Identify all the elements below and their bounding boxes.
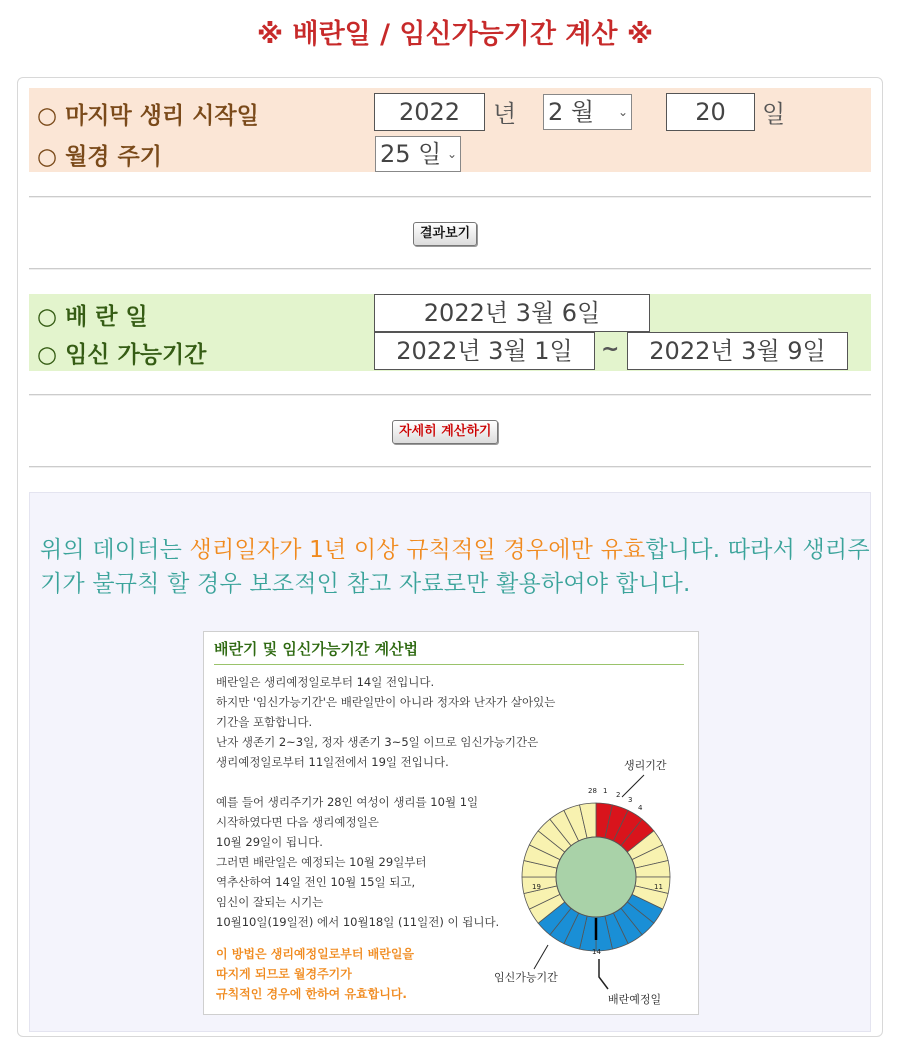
caution-line: 규칙적인 경우에 한하여 유효합니다. bbox=[216, 987, 407, 1001]
explanation-line: 10월 29일이 됩니다. bbox=[216, 835, 323, 849]
ovulation-day-label: 배란예정일 bbox=[608, 993, 662, 1006]
figure-caution bbox=[216, 944, 516, 1004]
fertile-start-value: 2022년 3월 1일 bbox=[374, 332, 595, 370]
day-unit: 일 bbox=[762, 100, 786, 128]
cycle-select-value: 25 일 bbox=[380, 140, 442, 168]
figure-title: 배란기 및 임신가능기간 계산법 bbox=[214, 640, 419, 658]
notice-part-3: 합니다. 따라서 생리주기가 불규칙 할 경우 보조적인 참고 자료로만 활용하여야 합니다. bbox=[40, 537, 870, 597]
fertile-period-label: 임신가능기간 bbox=[494, 971, 558, 984]
validity-notice bbox=[40, 533, 870, 601]
explanation-line: 역추산하여 14일 전인 10월 15일 되고, bbox=[216, 875, 416, 889]
notice-part-1: 위의 데이터는 bbox=[40, 537, 190, 563]
ovulation-label: ○ 배 란 일 bbox=[37, 304, 148, 330]
explanation-line: 임신이 잘되는 시기는 bbox=[216, 895, 324, 909]
explanation-line: 시작하였다면 다음 생리예정일은 bbox=[216, 815, 379, 829]
explanation-line: 배란일은 생리예정일로부터 14일 전입니다. bbox=[216, 675, 435, 689]
detail-calc-button[interactable]: 자세히 계산하기 bbox=[392, 420, 498, 444]
chevron-down-icon: ⌄ bbox=[617, 105, 628, 119]
divider bbox=[29, 196, 871, 198]
period-label: 생리기간 bbox=[624, 759, 667, 772]
divider bbox=[29, 268, 871, 270]
day-label-19: 19 bbox=[532, 883, 541, 891]
fertile-pointer bbox=[534, 945, 548, 969]
explanation-line: 예를 들어 생리주기가 28인 여성이 생리를 10월 1일 bbox=[216, 795, 479, 809]
month-select[interactable] bbox=[543, 94, 632, 130]
divider bbox=[29, 394, 871, 396]
day-label-11: 11 bbox=[654, 883, 663, 891]
show-result-button[interactable]: 결과보기 bbox=[413, 222, 477, 246]
figure-title-rule bbox=[214, 664, 684, 665]
day-label-3: 3 bbox=[628, 796, 633, 804]
day-label-28: 28 bbox=[588, 787, 597, 795]
calculation-method-figure bbox=[203, 631, 699, 1015]
cycle-label: ○ 월경 주기 bbox=[37, 144, 162, 170]
cycle-wheel-diagram bbox=[494, 727, 694, 1007]
day-label-4: 4 bbox=[638, 804, 643, 812]
cycle-select[interactable] bbox=[375, 136, 461, 172]
fertile-end-value: 2022년 3월 9일 bbox=[627, 332, 848, 370]
result-section bbox=[29, 294, 871, 371]
explanation-line: 하지만 '임신가능기간'은 배란일만이 아니라 정자와 난자가 살아있는 bbox=[216, 695, 556, 709]
chevron-down-icon: ⌄ bbox=[446, 147, 457, 161]
fertile-label: ○ 임신 가능기간 bbox=[37, 342, 207, 368]
day-label-2: 2 bbox=[616, 791, 621, 799]
explanation-line bbox=[216, 772, 516, 792]
day-input[interactable]: 20 bbox=[666, 93, 755, 131]
day-label-1: 1 bbox=[603, 787, 608, 795]
last-period-label: ○ 마지막 생리 시작일 bbox=[37, 103, 259, 129]
period-pointer bbox=[622, 775, 644, 797]
divider bbox=[29, 466, 871, 468]
page-title: ※ 배란일 / 임신가능기간 계산 ※ bbox=[256, 19, 654, 50]
year-input[interactable]: 2022 bbox=[374, 93, 485, 131]
wheel-center bbox=[556, 837, 636, 917]
info-panel bbox=[29, 492, 871, 1032]
year-unit: 년 bbox=[493, 100, 517, 128]
caution-line: 따지게 되므로 월경주기가 bbox=[216, 967, 352, 981]
explanation-line: 생리예정일로부터 11일전에서 19일 전입니다. bbox=[216, 755, 449, 769]
notice-highlight: 생리일자가 1년 이상 규칙적일 경우에만 유효 bbox=[189, 537, 646, 563]
figure-explanation bbox=[216, 672, 556, 932]
month-select-value: 2 월 bbox=[548, 98, 595, 126]
explanation-line: 그러면 배란일은 예정되는 10월 29일부터 bbox=[216, 855, 427, 869]
explanation-line: 기간을 포함합니다. bbox=[216, 715, 313, 729]
ovulation-value: 2022년 3월 6일 bbox=[374, 294, 650, 332]
explanation-line: 10월10일(19일전) 에서 10월18일 (11일전) 이 됩니다. bbox=[216, 915, 500, 929]
range-separator: ~ bbox=[601, 337, 620, 362]
explanation-line: 난자 생존기 2~3일, 정자 생존기 3~5일 이므로 임신가능기간은 bbox=[216, 735, 539, 749]
caution-line: 이 방법은 생리예정일로부터 배란일을 bbox=[216, 947, 415, 961]
input-section bbox=[29, 88, 871, 172]
ovulation-pointer bbox=[599, 959, 608, 989]
day-label-14: 14 bbox=[592, 948, 601, 956]
